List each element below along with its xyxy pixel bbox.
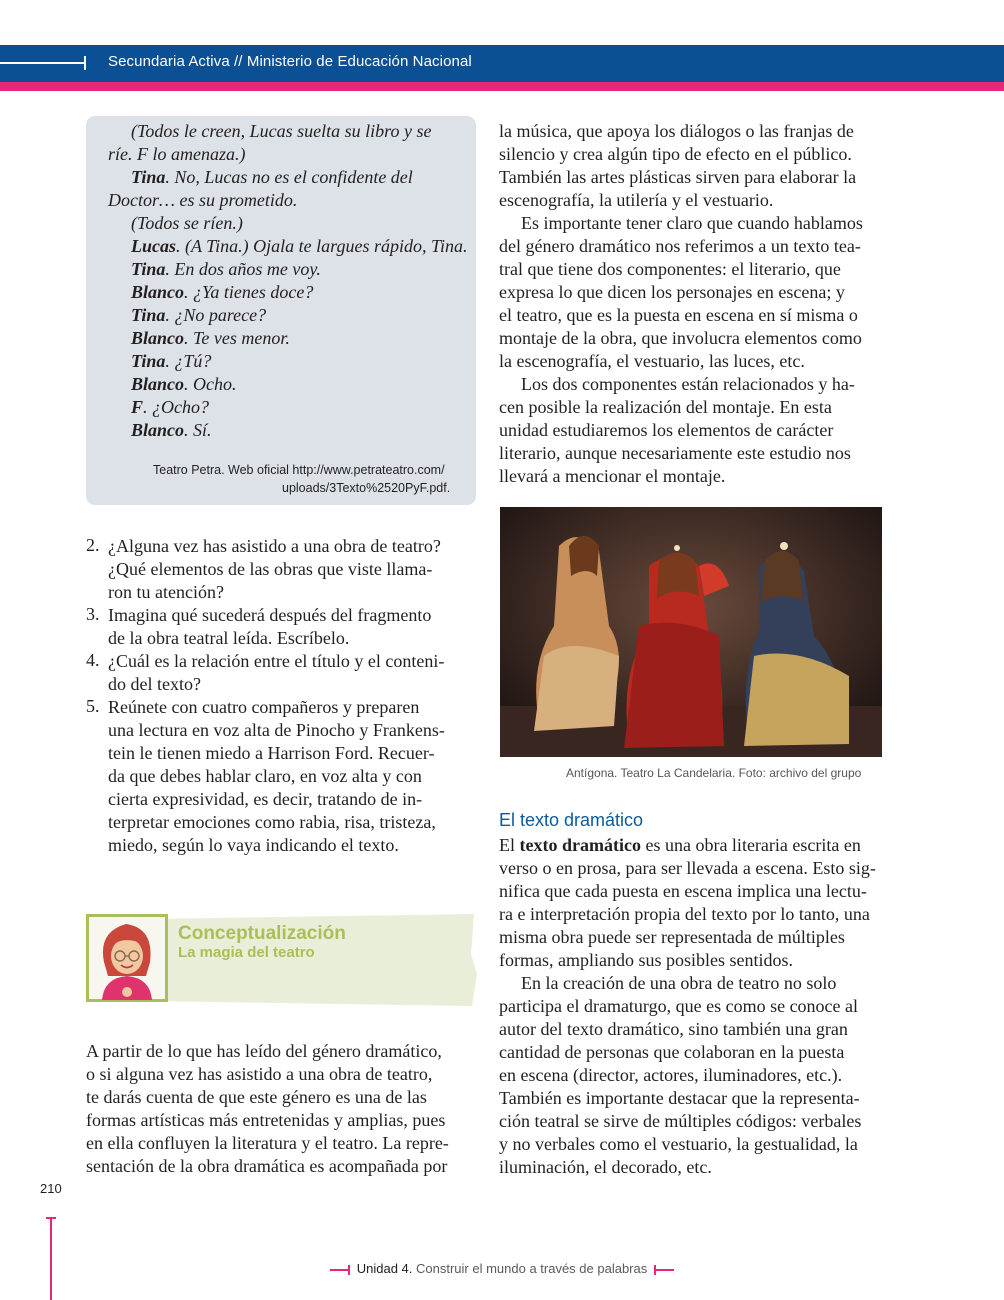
body-line: del género dramático nos referimos a un texto tea- bbox=[499, 236, 861, 256]
question-text: una lectura en voz alta de Pinocho y Frankens- bbox=[108, 720, 445, 740]
question-text: da que debes hablar claro, en voz alta y con bbox=[108, 766, 422, 786]
body-line: verso o en prosa, para ser llevada a escena. Esto sig- bbox=[499, 858, 876, 878]
body-line: iluminación, el decorado, etc. bbox=[499, 1157, 712, 1177]
body-line: tral que tiene dos componentes: el literario, que bbox=[499, 259, 841, 279]
body-line: cen posible la realización del montaje. En esta bbox=[499, 397, 832, 417]
body-line: ra e interpretación propia del texto por lo tanto, una bbox=[499, 904, 870, 924]
question-text: ¿Cuál es la relación entre el título y el conteni- bbox=[108, 651, 445, 671]
body-line: la escenografía, el vestuario, las luces, etc. bbox=[499, 351, 805, 371]
dialogue-line: Lucas. (A Tina.) Ojala te largues rápido, Tina. bbox=[131, 236, 468, 256]
question-text: ron tu atención? bbox=[108, 582, 224, 602]
header-rule-tick bbox=[84, 56, 86, 70]
body-line: o si alguna vez has asistido a una obra de teatro, bbox=[86, 1064, 433, 1084]
dialogue-line: Blanco. ¿Ya tienes doce? bbox=[131, 282, 314, 302]
body-line: llevará a mencionar el montaje. bbox=[499, 466, 726, 486]
question-text: tein le tienen miedo a Harrison Ford. Recuer- bbox=[108, 743, 435, 763]
body-line: en escena (director, actores, iluminadores, etc.). bbox=[499, 1065, 843, 1085]
body-line: El texto dramático es una obra literaria escrita en bbox=[499, 835, 861, 855]
body-line: montaje de la obra, que involucra elementos como bbox=[499, 328, 862, 348]
body-line: cantidad de personas que colaboran en la puesta bbox=[499, 1042, 845, 1062]
dialogue-line: Blanco. Ocho. bbox=[131, 374, 237, 394]
source-citation: uploads/3Texto%2520PyF.pdf. bbox=[282, 481, 451, 495]
dialogue-line: Blanco. Te ves menor. bbox=[131, 328, 290, 348]
body-line: formas artísticas más entretenidas y amplias, pues bbox=[86, 1110, 446, 1130]
body-line: la música, que apoya los diálogos o las franjas de bbox=[499, 121, 854, 141]
dialogue-line: ríe. F lo amenaza.) bbox=[108, 144, 246, 164]
question-text: cierta expresividad, es decir, tratando de in- bbox=[108, 789, 423, 809]
concept-title: Conceptualización bbox=[178, 923, 346, 944]
question-text: ¿Alguna vez has asistido a una obra de teatro? bbox=[108, 536, 441, 556]
header-title: Secundaria Activa // Ministerio de Educación Nacional bbox=[108, 53, 472, 70]
footer-unit-title bbox=[0, 1261, 1004, 1276]
dialogue-line: Tina. No, Lucas no es el confidente del bbox=[131, 167, 413, 187]
body-line: participa el dramaturgo, que es como se conoce al bbox=[499, 996, 859, 1016]
body-line: sentación de la obra dramática es acompañada por bbox=[86, 1156, 448, 1176]
body-line: A partir de lo que has leído del género dramático, bbox=[86, 1041, 442, 1061]
header-rule bbox=[0, 62, 86, 64]
body-line: te darás cuenta de que este género es una de las bbox=[86, 1087, 427, 1107]
body-line: y no verbales como el vestuario, la gestualidad, la bbox=[499, 1134, 858, 1154]
photo-caption: Antígona. Teatro La Candelaria. Foto: archivo del grupo bbox=[566, 766, 862, 780]
footer-unit-name: Construir el mundo a través de palabras bbox=[412, 1261, 648, 1276]
body-line: el teatro, que es la puesta en escena en sí misma o bbox=[499, 305, 858, 325]
body-line: autor del texto dramático, sino también una gran bbox=[499, 1019, 848, 1039]
body-line: en ella confluyen la literatura y el teatro. La repre- bbox=[86, 1133, 449, 1153]
question-text: do del texto? bbox=[108, 674, 201, 694]
body-line: También es importante destacar que la representa- bbox=[499, 1088, 860, 1108]
body-line: escenografía, la utilería y el vestuario. bbox=[499, 190, 774, 210]
body-line: unidad estudiaremos los elementos de carácter bbox=[499, 420, 834, 440]
header-accent-stripe bbox=[0, 82, 1004, 91]
theatre-photo bbox=[499, 506, 883, 758]
dialogue-line: Blanco. Sí. bbox=[131, 420, 212, 440]
teacher-avatar-icon bbox=[86, 914, 168, 1002]
footer-rule-right bbox=[654, 1269, 674, 1271]
body-line: silencio y crea algún tipo de efecto en el público. bbox=[499, 144, 852, 164]
page-number: 210 bbox=[40, 1181, 62, 1196]
body-line: expresa lo que dicen los personajes en escena; y bbox=[499, 282, 845, 302]
body-line: misma obra puede ser representada de múltiples bbox=[499, 927, 845, 947]
body-line: ción teatral se sirve de múltiples códigos: verbales bbox=[499, 1111, 862, 1131]
dialogue-line: Tina. ¿Tú? bbox=[131, 351, 212, 371]
question-text: de la obra teatral leída. Escríbelo. bbox=[108, 628, 350, 648]
dialogue-line: Tina. ¿No parece? bbox=[131, 305, 267, 325]
source-citation: Teatro Petra. Web oficial http://www.petrateatro.com/ bbox=[153, 463, 445, 477]
question-number: 4. bbox=[86, 650, 100, 670]
body-line: literario, aunque necesariamente este estudio nos bbox=[499, 443, 851, 463]
question-text: Reúnete con cuatro compañeros y preparen bbox=[108, 697, 420, 717]
dialogue-line: Tina. En dos años me voy. bbox=[131, 259, 321, 279]
footer-rule-left bbox=[330, 1269, 350, 1271]
dialogue-line: Doctor… es su prometido. bbox=[108, 190, 298, 210]
question-text: terpretar emociones como rabia, risa, tristeza, bbox=[108, 812, 436, 832]
question-text: ¿Qué elementos de las obras que viste llama- bbox=[108, 559, 433, 579]
body-line: Los dos componentes están relacionados y ha- bbox=[521, 374, 855, 394]
question-text: miedo, según lo vaya indicando el texto. bbox=[108, 835, 399, 855]
body-line: formas, ampliando sus posibles sentidos. bbox=[499, 950, 793, 970]
body-line: Es importante tener claro que cuando hablamos bbox=[521, 213, 863, 233]
footer-unit-label: Unidad 4. bbox=[356, 1261, 413, 1276]
dialogue-line: (Todos se ríen.) bbox=[131, 213, 243, 233]
side-rule bbox=[50, 1218, 52, 1300]
concept-subtitle: La magia del teatro bbox=[178, 944, 315, 961]
question-number: 3. bbox=[86, 604, 100, 624]
question-number: 5. bbox=[86, 696, 100, 716]
body-line: También las artes plásticas sirven para elaborar la bbox=[499, 167, 857, 187]
question-text: Imagina qué sucederá después del fragmento bbox=[108, 605, 432, 625]
dialogue-line: F. ¿Ocho? bbox=[131, 397, 210, 417]
question-number: 2. bbox=[86, 535, 100, 555]
dialogue-line: (Todos le creen, Lucas suelta su libro y se bbox=[131, 121, 432, 141]
body-line: En la creación de una obra de teatro no solo bbox=[521, 973, 837, 993]
body-line: nifica que cada puesta en escena implica una lectu- bbox=[499, 881, 867, 901]
section-heading: El texto dramático bbox=[499, 810, 644, 830]
